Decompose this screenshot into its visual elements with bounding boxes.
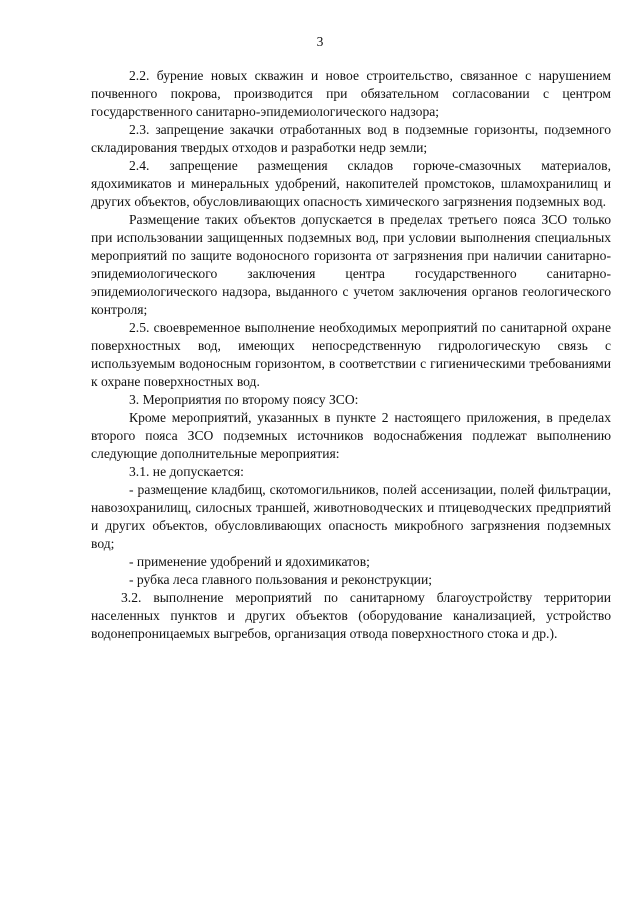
paragraph-2-3: 2.3. запрещение закачки отработанных вод в подземные горизонты, подземного складирования твердых отходов и разработки недр земли;	[91, 122, 611, 155]
page-number: 3	[316, 34, 324, 49]
paragraph-2-2: 2.2. бурение новых скважин и новое строительство, связанное с нарушением почвенного покрова, производится при обязательном согласовании с центром государственного санитарно-эпидемиологического надзора;	[91, 68, 611, 119]
document-body	[91, 67, 611, 643]
list-item-logging: - рубка леса главного пользования и реконструкции;	[129, 572, 433, 587]
paragraph-3-2: 3.2. выполнение мероприятий по санитарному благоустройству территории населенных пунктов и других объектов (оборудование канализацией, устройство водонепроницаемых выгребов, организация отвода поверхностного стока и др.).	[91, 590, 611, 641]
section-heading-3: 3. Мероприятия по второму поясу ЗСО:	[129, 392, 359, 407]
list-item-placement: - размещение кладбищ, скотомогильников, полей ассенизации, полей фильтрации, навозохранилищ, силосных траншей, животноводческих и птицеводческих предприятий и других объектов, обусловливающих опасность микробного загрязнения подземных вод;	[91, 482, 611, 551]
paragraph-placement-conditions: Размещение таких объектов допускается в пределах третьего пояса ЗСО только при использовании защищенных подземных вод, при условии выполнения специальных мероприятий по защите водоносного горизонта от загрязнения при наличии санитарно-эпидемиологического заключения центра государственного санитарно-эпидемиологического надзора, выданного с учетом заключения органов геологического контроля;	[91, 212, 611, 317]
paragraph-3-1: 3.1. не допускается:	[129, 464, 244, 479]
paragraph-2-5: 2.5. своевременное выполнение необходимых мероприятий по санитарной охране поверхностных вод, имеющих непосредственную гидрологическую связь с используемым водоносным горизонтом, в соответствии с гигиеническими требованиями к охране поверхностных вод.	[91, 320, 611, 389]
paragraph-additional-measures: Кроме мероприятий, указанных в пункте 2 настоящего приложения, в пределах второго пояса ЗСО подземных источников водоснабжения подлежат выполнению следующие дополнительные мероприятия:	[91, 410, 611, 461]
list-item-fertilizers: - применение удобрений и ядохимикатов;	[129, 554, 370, 569]
paragraph-2-4: 2.4. запрещение размещения складов горюче-смазочных материалов, ядохимикатов и минеральных удобрений, накопителей промстоков, шламохранилищ и других объектов, обусловливающих опасность химического загрязнения подземных вод.	[91, 158, 611, 209]
